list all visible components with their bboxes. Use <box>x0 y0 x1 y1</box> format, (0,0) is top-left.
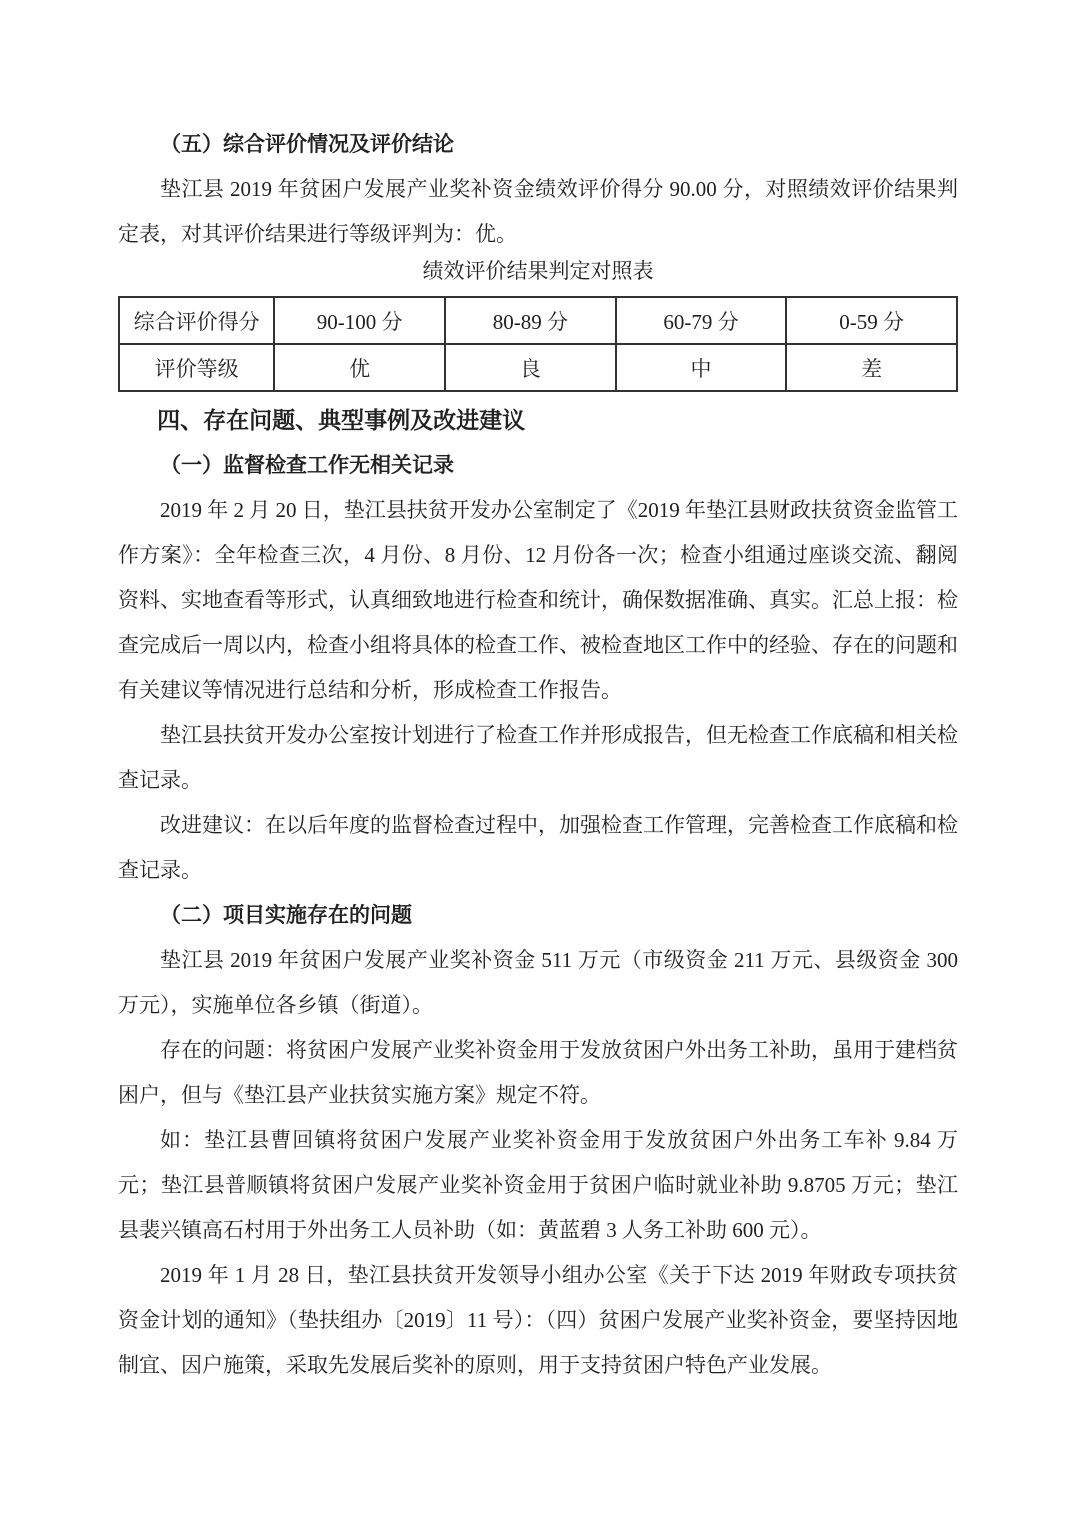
section5-heading: （五）综合评价情况及评价结论 <box>160 132 454 156</box>
table-cell-range-2: 80-89 分 <box>445 297 616 344</box>
sub2-paragraph-4: 2019 年 1 月 28 日，垫江县扶贫开发领导小组办公室《关于下达 2019 年财政专项扶贫资金计划的通知》（垫扶组办〔2019〕11 号）：（四）贫困户发展产业奖补资金，要坚持因地制宜、因户施策，采取先发展后奖补的原则，用于支持贫困户特色产业发展。 <box>118 1263 958 1377</box>
sub2-paragraph-2: 存在的问题：将贫困户发展产业奖补资金用于发放贫困户外出务工补助，虽用于建档贫困户，但与《垫江县产业扶贫实施方案》规定不符。 <box>118 1038 958 1107</box>
section4-sub1-heading: （一）监督检查工作无相关记录 <box>160 453 454 477</box>
section5-paragraph: 垫江县 2019 年贫困户发展产业奖补资金绩效评价得分 90.00 分，对照绩效评价结果判定表，对其评价结果进行等级评判为：优。 <box>118 177 958 246</box>
table-cell-grade-label: 评价等级 <box>119 344 274 391</box>
rating-table-caption: 绩效评价结果判定对照表 <box>422 259 654 283</box>
table-row-score-ranges <box>119 297 957 344</box>
sub2-paragraph-3: 如：垫江县曹回镇将贫困户发展产业奖补资金用于发放贫困户外出务工车补 9.84 万元；垫江县普顺镇将贫困户发展产业奖补资金用于贫困户临时就业补助 9.8705 万元；垫江县裴兴镇高石村用于外出务工人员补助（如：黄蓝碧 3 人务工补助 600 元）。 <box>118 1128 958 1242</box>
table-cell-range-3: 60-79 分 <box>616 297 787 344</box>
table-cell-score-label: 综合评价得分 <box>119 297 274 344</box>
table-cell-grade-1: 优 <box>274 344 445 391</box>
table-cell-range-4: 0-59 分 <box>786 297 957 344</box>
rating-table-body <box>119 297 957 391</box>
sub1-paragraph-1: 2019 年 2 月 20 日，垫江县扶贫开发办公室制定了《2019 年垫江县财政扶贫资金监管工作方案》：全年检查三次，4 月份、8 月份、12 月份各一次；检查小组通过座谈交流、翻阅资料、实地查看等形式，认真细致地进行检查和统计，确保数据准确、真实。汇总上报：检查完成后一周以内，检查小组将具体的检查工作、被检查地区工作中的经验、存在的问题和有关建议等情况进行总结和分析，形成检查工作报告。 <box>118 498 958 702</box>
sub1-paragraph-3: 改进建议：在以后年度的监督检查过程中，加强检查工作管理，完善检查工作底稿和检查记录。 <box>118 813 958 882</box>
sub1-paragraph-2: 垫江县扶贫开发办公室按计划进行了检查工作并形成报告，但无检查工作底稿和相关检查记录。 <box>118 723 958 792</box>
section4-sub2-heading: （二）项目实施存在的问题 <box>160 903 412 927</box>
section4-heading: 四、存在问题、典型事例及改进建议 <box>157 408 526 433</box>
sub2-paragraph-1: 垫江县 2019 年贫困户发展产业奖补资金 511 万元（市级资金 211 万元、县级资金 300 万元），实施单位各乡镇（街道）。 <box>118 948 958 1017</box>
rating-table <box>118 296 958 392</box>
table-cell-range-1: 90-100 分 <box>274 297 445 344</box>
table-row-grades <box>119 344 957 391</box>
table-cell-grade-4: 差 <box>786 344 957 391</box>
table-cell-grade-2: 良 <box>445 344 616 391</box>
table-cell-grade-3: 中 <box>616 344 787 391</box>
